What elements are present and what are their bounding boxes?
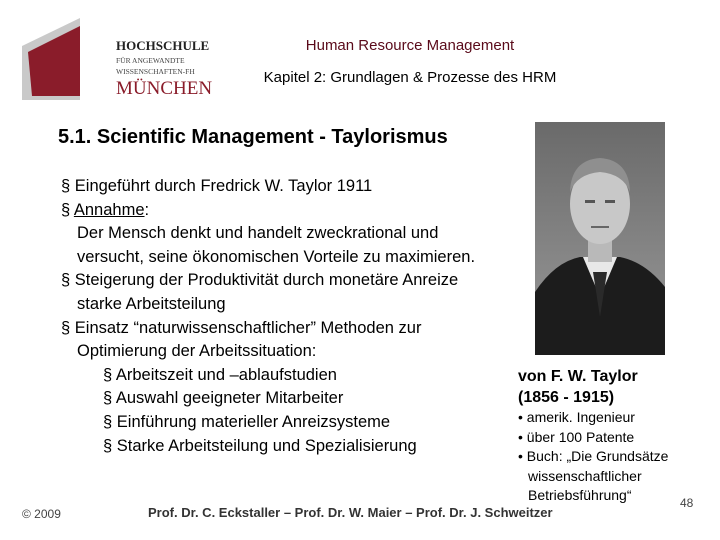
- bullet-2-line2: versucht, seine ökonomischen Vorteile zu maximieren.: [77, 247, 476, 266]
- fact-1: [518, 408, 708, 428]
- bullet-marker: §: [61, 318, 71, 337]
- sub-marker: §: [103, 389, 113, 408]
- caption-years: (1856 - 1915): [518, 389, 615, 406]
- bullet-3-line2: starke Arbeitsteilung: [77, 294, 226, 313]
- fact-text: über 100 Patente: [526, 428, 635, 445]
- bullet-text: Steigerung der Produktivität durch monetäre Anreize: [74, 271, 459, 290]
- sub-marker: §: [103, 365, 113, 384]
- bullet-1: [45, 175, 515, 199]
- bullet-4-line2: Optimierung der Arbeitssituation:: [77, 342, 317, 361]
- annahme-label: Annahme: [73, 200, 145, 219]
- page-number: 48: [680, 496, 694, 510]
- bullet-text: Eingeführt durch Fredrick W. Taylor 1911: [74, 177, 373, 195]
- university-logo: [22, 18, 212, 100]
- bullet-list: [45, 175, 515, 458]
- bullet-text: Einsatz “naturwissenschaftlicher” Methoden zur: [74, 318, 422, 337]
- chapter-title: Kapitel 2: Grundlagen & Prozesse des HRM: [263, 69, 557, 86]
- caption-name: von F. W. Taylor: [518, 368, 638, 385]
- fact-3-line3: Betriebsführung“: [528, 487, 632, 504]
- bullet-marker: §: [61, 177, 71, 195]
- sub-marker: §: [103, 412, 113, 431]
- sub-text: Starke Arbeitsteilung und Spezialisierung: [116, 436, 417, 455]
- fact-text: amerik. Ingenieur: [526, 409, 635, 425]
- sub-bullet-2: [45, 387, 515, 411]
- logo-line1: HOCHSCHULE: [116, 38, 210, 53]
- logo-line4: MÜNCHEN: [116, 78, 212, 99]
- sub-bullet-3: [45, 411, 515, 435]
- fact-2: [518, 428, 708, 448]
- logo-line2: FÜR ANGEWANDTE: [116, 56, 185, 65]
- sub-text: Arbeitszeit und –ablaufstudien: [115, 365, 337, 384]
- portrait-caption: [518, 366, 638, 408]
- logo-line3: WISSENSCHAFTEN-FH: [116, 67, 195, 76]
- bullet-3: [45, 269, 515, 293]
- fact-text: Buch: „Die Grundsätze: [526, 448, 669, 465]
- fact-3: [518, 447, 708, 467]
- sub-bullet-1: [45, 364, 515, 388]
- bullet-2-line1: Der Mensch denkt und handelt zweckrational und: [77, 224, 439, 243]
- fact-marker: •: [518, 448, 523, 465]
- fact-3-line2: wissenschaftlicher: [528, 467, 642, 484]
- sub-text: Einführung materieller Anreizsysteme: [116, 412, 391, 431]
- fact-marker: •: [518, 428, 523, 445]
- footer-authors: Prof. Dr. C. Eckstaller – Prof. Dr. W. Maier – Prof. Dr. J. Schweitzer: [148, 505, 553, 520]
- bullet-2: [45, 199, 515, 223]
- bullet-marker: §: [61, 200, 71, 219]
- sub-bullet-4: [45, 435, 515, 459]
- taylor-portrait-photo: [535, 122, 665, 355]
- course-title: Human Resource Management: [305, 37, 515, 54]
- sub-marker: §: [103, 436, 113, 455]
- taylor-facts: [518, 408, 708, 506]
- colon: :: [144, 200, 150, 219]
- copyright: © 2009: [22, 507, 61, 521]
- slide-title: 5.1. Scientific Management - Taylorismus: [58, 126, 448, 148]
- bullet-4: [45, 317, 515, 341]
- bullet-marker: §: [61, 271, 71, 290]
- fact-marker: •: [518, 409, 523, 425]
- sub-text: Auswahl geeigneter Mitarbeiter: [115, 389, 344, 408]
